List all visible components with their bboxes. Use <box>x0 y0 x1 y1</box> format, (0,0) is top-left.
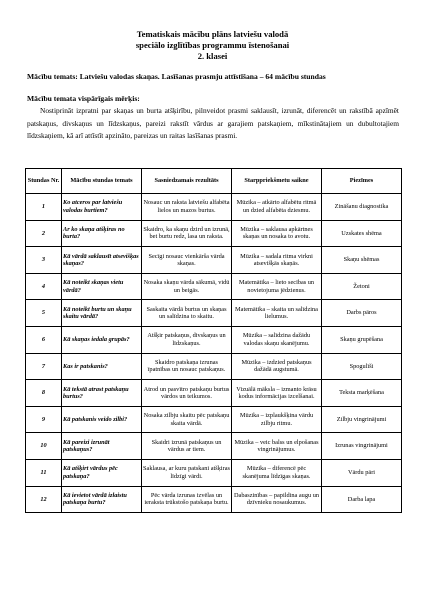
lesson-topic-cell: Kā tekstā atrast patskaņu burtus? <box>62 380 142 407</box>
cross-subject-link-cell: Mūzika – saklausa apkārtnes skaņas un nosaka to avotu. <box>232 220 322 247</box>
cross-subject-link-cell: Mūzika – atkārto alfabētu ritmā un dzied alfabēta dziesmu. <box>232 194 322 221</box>
table-row <box>26 247 402 274</box>
cross-subject-link-cell: Mūzika – sadala ritma virkni atsevišķās skaņās. <box>232 247 322 274</box>
column-header-lesson-topic: Mācību stundas temats <box>62 169 142 194</box>
document-title: Tematiskais mācību plāns latviešu valodā <box>136 29 289 39</box>
table-body <box>26 194 402 513</box>
notes-cell: Uzskates shēma <box>322 220 402 247</box>
cross-subject-link-cell: Matemātika – lieto secības un novietojuma jēdzienus. <box>232 273 322 300</box>
lesson-topic-cell: Kā ievietot vārdā izlaistu patskaņa burtu? <box>62 486 142 513</box>
table-row <box>26 353 402 380</box>
lesson-topic-cell: Kā skaņas iedala grupās? <box>62 326 142 353</box>
lesson-number-cell: 2 <box>26 220 62 247</box>
table-row <box>26 273 402 300</box>
lesson-number-cell: 7 <box>26 353 62 380</box>
expected-result-cell: Atšķir patskaņus, divskaņus un līdzskaņus. <box>142 326 232 353</box>
notes-cell: Teksta marķēšana <box>322 380 402 407</box>
lesson-number-cell: 3 <box>26 247 62 274</box>
grade-label: 2. klasei <box>197 51 228 61</box>
lesson-topic-cell: Kā vārdā saklausīt atsevišķas skaņas? <box>62 247 142 274</box>
lesson-number-cell: 6 <box>26 326 62 353</box>
column-header-cross-subject-link: Starppriekšmetu saikne <box>232 169 322 194</box>
lesson-number-cell: 4 <box>26 273 62 300</box>
cross-subject-link-cell: Mūzika – izplaukšķina vārdu zilbju ritmu. <box>232 406 322 433</box>
expected-result-cell: Saklausa, ar kuru patskani atšķiras līdzīgi vārdi. <box>142 459 232 486</box>
lesson-number-cell: 1 <box>26 194 62 221</box>
expected-result-cell: Nosauc un raksta latviešu alfabēta lielos un mazos burtus. <box>142 194 232 221</box>
expected-result-cell: Skaidro patskaņa izrunas īpatnības un nosauc patskaņus. <box>142 353 232 380</box>
table-row <box>26 300 402 327</box>
notes-cell: Spogulīši <box>322 353 402 380</box>
goal-heading: Mācību temata vispārīgais mērķis: <box>27 94 140 103</box>
cross-subject-link-cell: Mūzika – izdzied patskaņus dažādā augstumā. <box>232 353 322 380</box>
table-row <box>26 406 402 433</box>
document-subtitle: speciālo izglītības programmu īstenošanai <box>135 40 290 50</box>
notes-cell: Vārdu pāri <box>322 459 402 486</box>
notes-cell: Darba lapa <box>322 486 402 513</box>
expected-result-cell: Skaidri izrunā patskaņus un vārdus ar tiem. <box>142 433 232 460</box>
notes-cell: Skaņu grupēšana <box>322 326 402 353</box>
table-header-row <box>26 169 402 194</box>
cross-subject-link-cell: Mūzika – veic balss un elpošanas vingrinājumus. <box>232 433 322 460</box>
table-row <box>26 459 402 486</box>
cross-subject-link-cell: Matemātika – skaita un salīdzina lielumus. <box>232 300 322 327</box>
table-row <box>26 220 402 247</box>
expected-result-cell: Secīgi nosauc vienkārša vārda skaņas. <box>142 247 232 274</box>
lesson-topic-cell: Kā pareizi izrunāt patskaņus? <box>62 433 142 460</box>
lesson-plan-table <box>25 168 402 513</box>
lesson-number-cell: 12 <box>26 486 62 513</box>
notes-cell: Žetoni <box>322 273 402 300</box>
lesson-topic-cell: Kas ir patskanis? <box>62 353 142 380</box>
lesson-number-cell: 9 <box>26 406 62 433</box>
expected-result-cell: Saskaita vārdā burtus un skaņas un salīdzina to skaitu. <box>142 300 232 327</box>
subject-line: Mācību temats: Latviešu valodas skaņas. Lasīšanas prasmju attīstīšana – 64 mācību stundas <box>27 72 326 81</box>
lesson-topic-cell: Kā atšķirt vārdus pēc patskaņa? <box>62 459 142 486</box>
table-row <box>26 433 402 460</box>
cross-subject-link-cell: Mūzika – salīdzina dažādu valodas skaņu skanējumu. <box>232 326 322 353</box>
column-header-lesson-number: Stundas Nr. <box>26 169 62 194</box>
cross-subject-link-cell: Vizuālā māksla – izmanto krāsu kodus informācijas izcelšanai. <box>232 380 322 407</box>
goal-text: Nostiprināt izpratni par skaņas un burta atšķirību, pilnveidot prasmi saklausīt, izrunāt, diferencēt un rakstībā apzīmēt patskaņus, divskaņus un līdzskaņus, pareizi rakstīt vārdus ar garajiem patskaņiem, mīkstinātajiem un dubultotajiem līdzskaņiem, kā arī attīstīt apzināto, pareizas un raitas lasīšanas prasmi. <box>27 106 399 141</box>
table-row <box>26 486 402 513</box>
expected-result-cell: Skaidro, ka skaņu dzird un izrunā, bet burtu redz, lasa un raksta. <box>142 220 232 247</box>
notes-cell: Skaņu shēmas <box>322 247 402 274</box>
expected-result-cell: Atrod un pasvītro patskaņu burtus vārdos un teikumos. <box>142 380 232 407</box>
lesson-number-cell: 5 <box>26 300 62 327</box>
table-row <box>26 194 402 221</box>
lesson-topic-cell: Kā patskanis veido zilbi? <box>62 406 142 433</box>
column-header-notes: Piezīmes <box>322 169 402 194</box>
lesson-number-cell: 11 <box>26 459 62 486</box>
cross-subject-link-cell: Mūzika – diferencē pēc skanējuma līdzīgas skaņas. <box>232 459 322 486</box>
lesson-topic-cell: Ko atceros par latviešu valodas burtiem? <box>62 194 142 221</box>
notes-cell: Zināšanu diagnostika <box>322 194 402 221</box>
column-header-expected-result: Sasniedzamais rezultāts <box>142 169 232 194</box>
table-row <box>26 326 402 353</box>
lesson-number-cell: 8 <box>26 380 62 407</box>
expected-result-cell: Pēc vārda izrunas izvēlas un ieraksta trūkstošo patskaņa burtu. <box>142 486 232 513</box>
lesson-number-cell: 10 <box>26 433 62 460</box>
notes-cell: Izrunas vingrinājumi <box>322 433 402 460</box>
goal-paragraph <box>27 105 399 143</box>
notes-cell: Zilbju vingrinājumi <box>322 406 402 433</box>
expected-result-cell: Nosaka zilbju skaitu pēc patskaņu skaita vārdā. <box>142 406 232 433</box>
lesson-topic-cell: Ar ko skaņa atšķiras no burta? <box>62 220 142 247</box>
expected-result-cell: Nosaka skaņu vārda sākumā, vidū un beigās. <box>142 273 232 300</box>
lesson-topic-cell: Kā noteikt burtu un skaņu skaitu vārdā? <box>62 300 142 327</box>
cross-subject-link-cell: Dabaszinības – papildina augu un dzīvnieku nosaukumus. <box>232 486 322 513</box>
table-row <box>26 380 402 407</box>
lesson-topic-cell: Kā noteikt skaņas vietu vārdā? <box>62 273 142 300</box>
notes-cell: Darbs pāros <box>322 300 402 327</box>
